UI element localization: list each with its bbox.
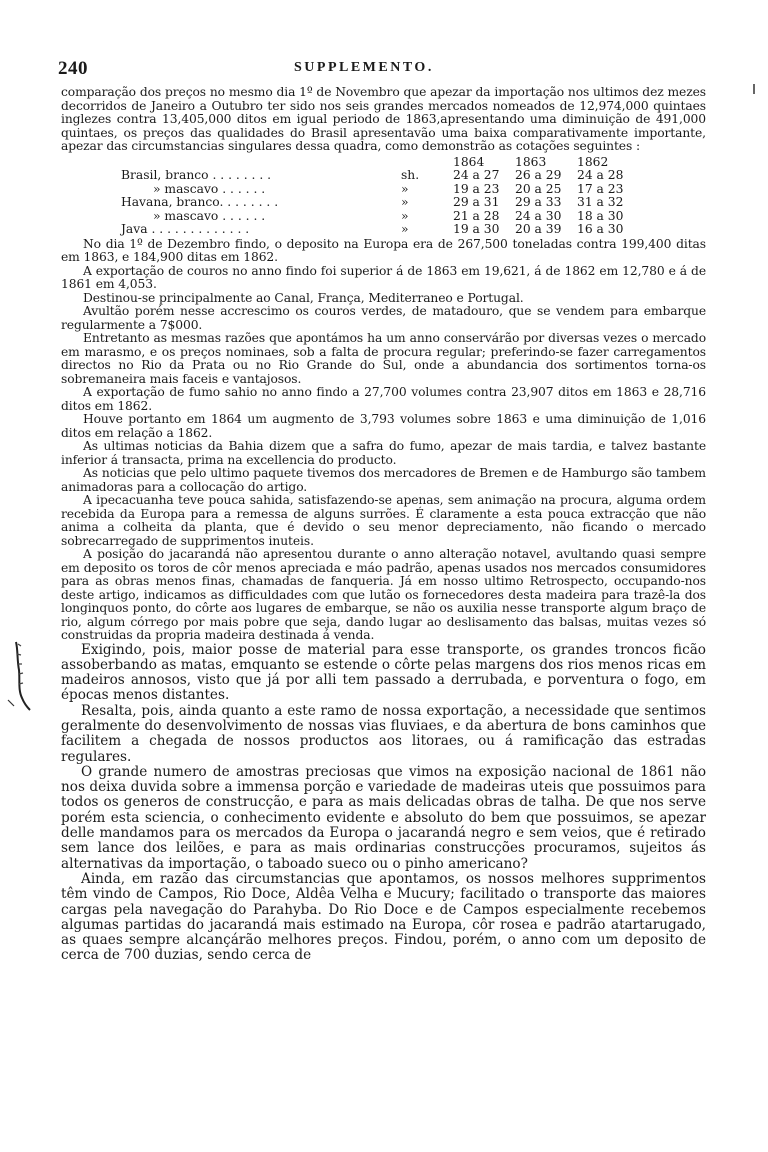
paragraph-10: As noticias que pelo ultimo paquete tivemos dos mercadores de Bremen e de Hamburgo são tambem animadoras para a collocação do artigo. xyxy=(61,466,706,494)
paragraph-3: A exportação de couros no anno findo foi superior á de 1863 em 19,621, á de 1862 em 12,780 e á de 1861 em 4,053. xyxy=(61,263,706,291)
price-unit: » xyxy=(401,195,409,209)
body-text xyxy=(61,86,706,964)
price-value: 26 a 29 xyxy=(515,168,562,182)
year-header: 1864 xyxy=(453,154,485,169)
paragraph-9: As ultimas noticias da Bahia dizem que a safra do fumo, apezar de mais tardia, e talvez bastante inferior á transacta, prima na excellencia do producto. xyxy=(61,439,706,467)
page-number: 240 xyxy=(58,58,88,79)
page-header xyxy=(58,58,708,82)
price-row xyxy=(121,223,639,237)
price-unit: sh. xyxy=(401,168,420,182)
margin-tick-mark xyxy=(752,84,756,94)
price-value: 16 a 30 xyxy=(577,222,624,236)
price-value: 18 a 30 xyxy=(577,208,624,223)
paragraph-5: Avultão porém nesse accrescimo os couros verdes, de matadouro, que se vendem para embarque regularmente a 7$000. xyxy=(61,304,706,332)
product-name: Havana, branco. . . . . . . . xyxy=(121,195,279,209)
price-unit: » xyxy=(401,208,409,223)
paragraph-6: Entretanto as mesmas razões que apontámos ha um anno conservárão por diversas vezes o mercado em marasmo, e os preços nominaes, sob a falta de procura regular; preferindo-se fazer carregamentos directos no Rio da Prata ou no Rio Grande do Sul, onde a abundancia dos sortimentos torna-os sobremaneira mais faceis e vantajosos. xyxy=(61,331,706,386)
year-header: 1862 xyxy=(577,154,609,169)
price-row xyxy=(121,196,639,210)
paragraph-15: O grande numero de amostras preciosas que vimos na exposição nacional de 1861 não nos deixa duvida sobre a immensa porção e variedade de madeiras uteis que possuimos para todos os generos de construcção, e para as mais delicadas obras de talha. De que nos serve porém esta sciencia, o conhecimento evidente e absoluto do bem que possuimos, se apezar delle mandamos para os mercados da Europa o jacarandá negro e sem veios, que é retirado sem lance dos leilões, e para as mais ordinarias construcções procuramos, sujeitos ás alternativas da importação, o taboado sueco ou o pinho americano? xyxy=(61,763,706,872)
paragraph-4: Destinou-se principalmente ao Canal, França, Mediterraneo e Portugal. xyxy=(83,290,524,305)
product-name: » mascavo . . . . . . xyxy=(153,181,266,196)
price-value: 29 a 31 xyxy=(453,195,500,209)
price-value: 19 a 30 xyxy=(453,222,500,236)
product-name: » mascavo . . . . . . xyxy=(153,208,266,223)
price-value: 24 a 30 xyxy=(515,208,562,223)
paragraph-11: A ipecacuanha teve pouca sahida, satisfazendo-se apenas, sem animação na procura, alguma ordem recebida da Europa para a remessa de alguns surrões. É claramente a esta pouca extracção que não anima a colheita da planta, que é devido o seu menor depreciamento, não ficando o mercado sobrecarregado de supprimentos inuteis. xyxy=(61,493,706,548)
price-table xyxy=(121,156,639,237)
paragraph-12: A posição do jacarandá não apresentou durante o anno alteração notavel, avultando quasi sempre em deposito os toros de côr menos apreciada e máo padrão, apenas usados nos mercados consumidores para as obras menos finas, chamadas de fanqueria. Já em nosso ultimo Retrospecto, occupando-nos deste artigo, indicamos as difficuldades com que lutão os fornecedores desta madeira para trazê-la dos longinquos ponto, do côrte aos lugares de embarque, se não os auxilia nesse transporte algum braço de rio, algum córrego por mais pobre que seja, dando lugar ao deslisamento das balsas, muitas vezes só construidas da propria madeira destinada á venda. xyxy=(61,547,706,642)
paragraph-1: comparação dos preços no mesmo dia 1º de Novembro que apezar da importação nos ultimos dez mezes decorridos de Janeiro a Outubro ter sido nos seis grandes mercados nomeados de 12,974,000 quintaes inglezes contra 13,405,000 ditos em igual periodo de 1863,apresentando uma diminuição de 491,000 quintaes, os preços das qualidades do Brasil apresentavão uma baixa comparativamente importante, apezar das circumstancias singulares dessa quadra, como demonstrão as cotações seguintes : xyxy=(61,85,706,153)
price-value: 31 a 32 xyxy=(577,195,624,209)
price-row xyxy=(121,183,639,197)
price-value: 24 a 27 xyxy=(453,168,500,182)
price-value: 20 a 39 xyxy=(515,222,562,236)
paragraph-2: No dia 1º de Dezembro findo, o deposito na Europa era de 267,500 toneladas contra 199,400 ditas em 1863, e 184,900 ditas em 1862. xyxy=(61,236,706,264)
product-name: Brasil, branco . . . . . . . . xyxy=(121,168,272,182)
running-head: SUPPLEMENTO. xyxy=(294,60,434,75)
price-unit: » xyxy=(401,181,409,196)
price-row xyxy=(121,169,639,183)
year-header: 1863 xyxy=(515,154,547,169)
paragraph-8: Houve portanto em 1864 um augmento de 3,793 volumes sobre 1863 e uma diminuição de 1,016 ditos em relação a 1862. xyxy=(61,412,706,440)
paragraph-14: Resalta, pois, ainda quanto a este ramo de nossa exportação, a necessidade que sentimos geralmente do desenvolvimento de nossas vias fluviaes, e da abertura de bons caminhos que facilitem a chegada de nossos productos aos litoraes, ou á ramificação das estradas regulares. xyxy=(61,702,706,765)
product-name: Java . . . . . . . . . . . . . xyxy=(121,222,250,236)
margin-ink-mark xyxy=(6,640,32,712)
price-table-header xyxy=(121,156,639,170)
paragraph-7: A exportação de fumo sahio no anno findo a 27,700 volumes contra 23,907 ditos em 1863 e 28,716 ditos em 1862. xyxy=(61,385,706,413)
price-value: 17 a 23 xyxy=(577,181,624,196)
paragraph-16: Ainda, em razão das circumstancias que apontamos, os nossos melhores supprimentos têm vindo de Campos, Rio Doce, Aldêa Velha e Mucury; facilitado o transporte das maiores cargas pela navegação do Parahyba. Do Rio Doce e de Campos especialmente recebemos algumas partidas do jacarandá mais estimado na Europa, côr rosea e padrão atartarugado, as quaes sempre alcançárão melhores preços. Findou, porém, o anno com um deposito de cerca de 700 duzias, sendo cerca de xyxy=(61,870,706,964)
price-value: 19 a 23 xyxy=(453,181,500,196)
paragraph-13: Exigindo, pois, maior posse de material para esse transporte, os grandes troncos ficão assoberbando as matas, emquanto se estende o côrte pelas margens dos rios menos ricas em madeiros annosos, visto que já por alli tem passado a derrubada, e porventura o fogo, em épocas menos distantes. xyxy=(61,641,706,704)
price-value: 29 a 33 xyxy=(515,195,562,209)
price-row xyxy=(121,210,639,224)
price-value: 24 a 28 xyxy=(577,168,624,182)
price-value: 20 a 25 xyxy=(515,181,562,196)
price-value: 21 a 28 xyxy=(453,208,500,223)
price-unit: » xyxy=(401,222,409,236)
